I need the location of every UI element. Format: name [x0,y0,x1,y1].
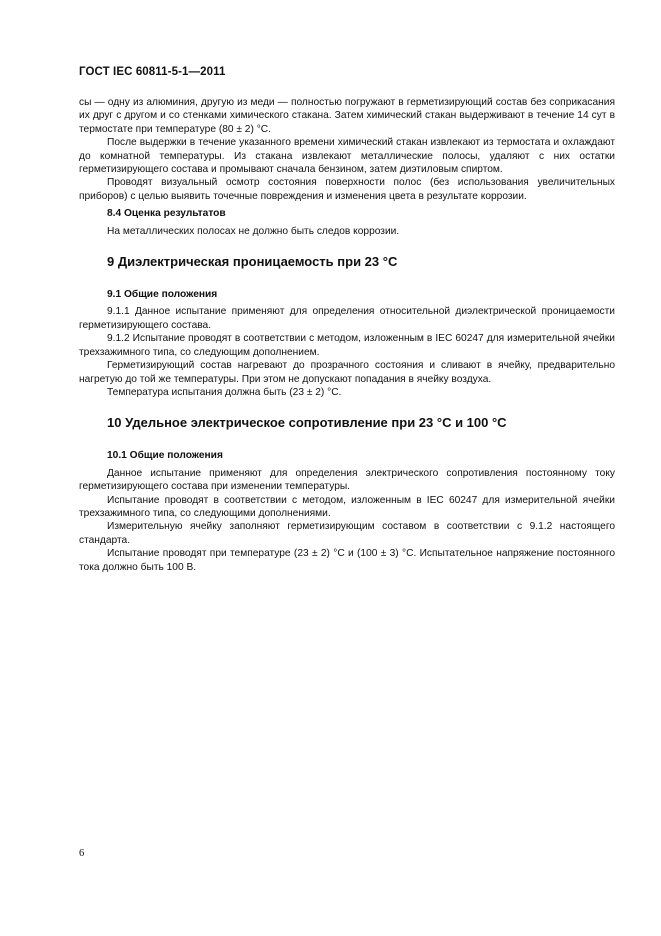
paragraph: Проводят визуальный осмотр состояния поверхности полос (без использования увеличительных приборов) с целью выявить точечные повреждения и изменения цвета в результате коррозии. [79,177,615,202]
paragraph: Температура испытания должна быть (23 ± 2) °С. [107,386,342,398]
paragraph: Измерительную ячейку заполняют герметизирующим составом в соответствии с 9.1.2 настоящего стандарта. [79,521,615,546]
paragraph: Испытание проводят при температуре (23 ± 2) °С и (100 ± 3) °С. Испытательное напряжение постоянного тока должно быть 100 В. [79,548,615,573]
paragraph: После выдержки в течение указанного времени химический стакан извлекают из термостата и охлаждают до комнатной температуры. Из стакана извлекают металлические полосы, удаляют с них остатки герметизирующего состава и промывают сначала бензином, затем диэтиловым спиртом. [79,137,615,176]
paragraph: На металлических полосах не должно быть следов коррозии. [107,225,400,237]
subsection-heading-10-1: 10.1 Общие положения [107,450,223,462]
paragraph: 9.1.1 Данное испытание применяют для определения относительной диэлектрической проницаемости герметизирующего состава. [79,306,615,331]
paragraph: Испытание проводят в соответствии с методом, изложенным в IEC 60247 для измерительной ячейки трехзажимного типа, со следующими дополнениями. [79,494,615,519]
paragraph: Герметизирующий состав нагревают до прозрачного состояния и сливают в ячейку, предварительно нагретую до той же температуры. При этом не допускают попадания в ячейку воздуха. [79,360,615,385]
paragraph: сы — одну из алюминия, другую из меди — полностью погружают в герметизирующий состав без соприкасания их друг с другом и со стенками химического стакана. Затем химический стакан выдерживают в течение 14 сут в термостате при температуре (80 ± 2) °С. [79,97,615,135]
document-body [79,96,615,574]
paragraph: Данное испытание применяют для определения электрического сопротивления постоянному току герметизирующего состава при изменении температуры. [79,467,615,493]
subsection-heading-9-1: 9.1 Общие положения [107,289,218,301]
section-heading-9: 9 Диэлектрическая проницаемость при 23 °С [107,254,398,270]
section-heading-10: 10 Удельное электрическое сопротивление при 23 °С и 100 °С [107,415,507,431]
subsection-heading-8-4: 8.4 Оценка результатов [107,208,226,220]
standard-header: ГОСТ IEC 60811-5-1—2011 [79,66,226,78]
page-number: 6 [79,848,85,859]
paragraph: 9.1.2 Испытание проводят в соответствии с методом, изложенным в IEC 60247 для измерительной ячейки трехзажимного типа, со следующим дополнением. [79,333,615,358]
